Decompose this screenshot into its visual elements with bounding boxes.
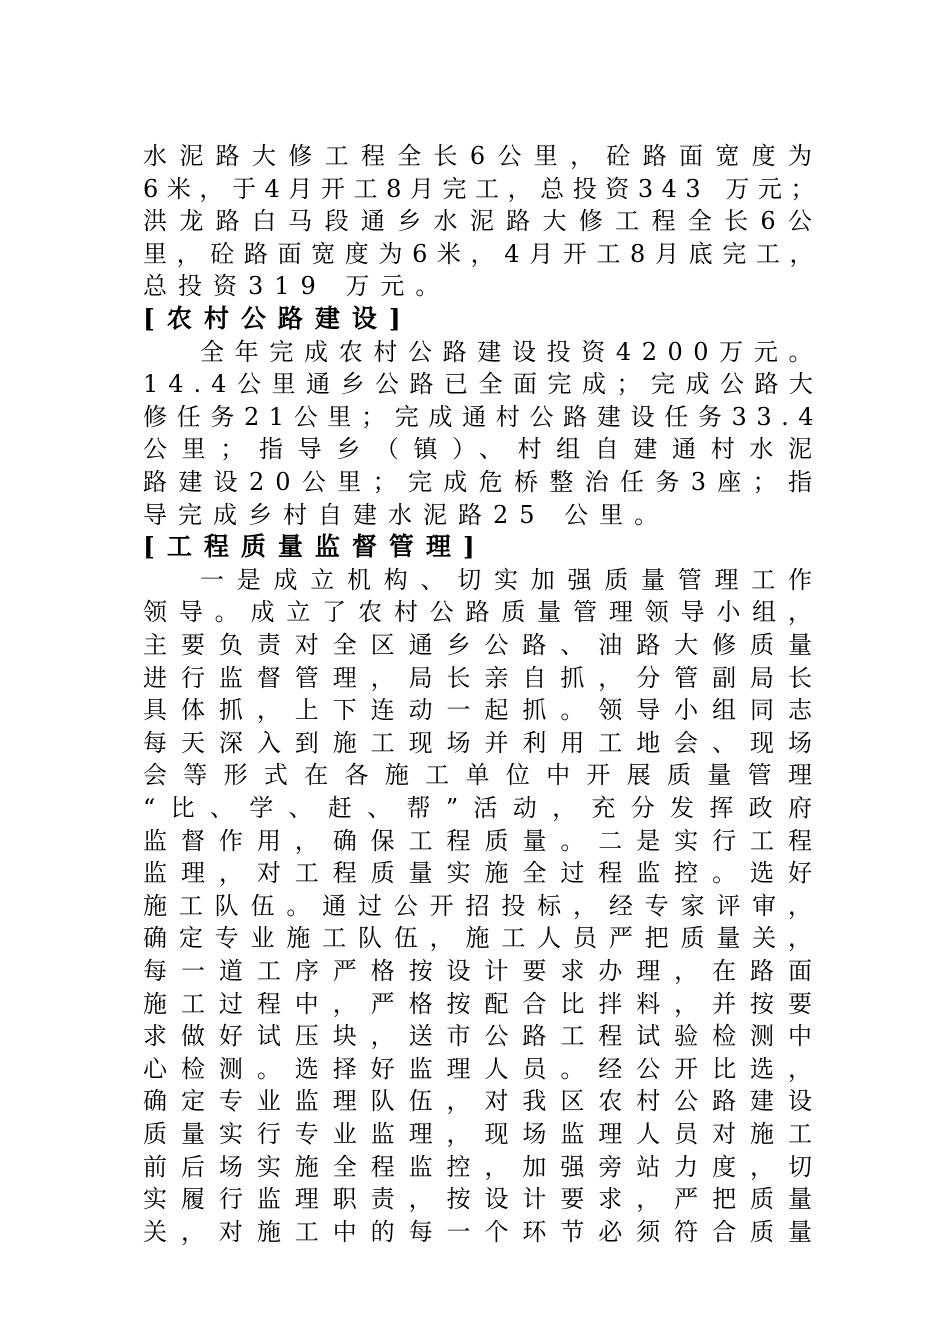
paragraph-line: 施工队伍。通过公开招投标，经专家评审， <box>143 892 823 920</box>
paragraph-line: 实履行监理职责，按设计要求，严把质量 <box>143 1185 823 1213</box>
paragraph-line: 一是成立机构、切实加强质量管理工作 <box>200 566 823 594</box>
paragraph-line: 洪龙路白马段通乡水泥路大修工程全长6公 <box>143 207 823 235</box>
paragraph-line: 监督作用，确保工程质量。二是实行工程 <box>143 827 823 855</box>
paragraph-line: 全年完成农村公路建设投资4200万元。 <box>200 338 823 366</box>
section-heading: [工程质量监督管理] <box>143 532 487 561</box>
paragraph-line: 公里；指导乡（镇）、村组自建通村水泥 <box>143 435 823 463</box>
paragraph-line: 每天深入到施工现场并利用工地会、现场 <box>143 729 823 757</box>
paragraph-line: 心检测。选择好监理人员。经公开比选， <box>143 1055 823 1083</box>
paragraph-line: 关，对施工中的每一个环节必须符合质量 <box>143 1218 823 1246</box>
paragraph-line: 确定专业监理队伍，对我区农村公路建设 <box>143 1087 823 1115</box>
paragraph-line: 施工过程中，严格按配合比拌料，并按要 <box>143 990 823 1018</box>
paragraph-line: 每一道工序严格按设计要求办理，在路面 <box>143 957 823 985</box>
paragraph-line: 里，砼路面宽度为6米，4月开工8月底完工， <box>143 240 823 268</box>
paragraph-line: 会等形式在各施工单位中开展质量管理 <box>143 761 823 789</box>
paragraph-line: 路建设20公里；完成危桥整治任务3座；指 <box>143 468 823 496</box>
paragraph-line: 水泥路大修工程全长6公里，砼路面宽度为 <box>143 142 823 170</box>
paragraph-line: 进行监督管理，局长亲自抓，分管副局长 <box>143 664 823 692</box>
paragraph-line: 总投资319 万元。 <box>143 272 451 300</box>
paragraph-line: 前后场实施全程监控，加强旁站力度，切 <box>143 1153 823 1181</box>
paragraph-line: 14.4公里通乡公路已全面完成；完成公路大 <box>143 370 823 398</box>
paragraph-line: 确定专业施工队伍，施工人员严把质量关， <box>143 924 823 952</box>
paragraph-line: 修任务21公里；完成通村公路建设任务33.4 <box>143 403 823 431</box>
paragraph-line: “比、学、赶、帮”活动，充分发挥政府 <box>143 794 823 822</box>
section-heading: [农村公路建设] <box>143 304 413 333</box>
paragraph-line: 6米，于4月开工8月完工，总投资343 万元； <box>143 175 823 203</box>
paragraph-line: 求做好试压块，送市公路工程试验检测中 <box>143 1022 823 1050</box>
paragraph-line: 导完成乡村自建水泥路25 公里。 <box>143 501 670 529</box>
paragraph-line: 监理，对工程质量实施全过程监控。选好 <box>143 859 823 887</box>
paragraph-line: 主要负责对全区通乡公路、油路大修质量 <box>143 631 823 659</box>
paragraph-line: 具体抓，上下连动一起抓。领导小组同志 <box>143 696 823 724</box>
paragraph-line: 质量实行专业监理，现场监理人员对施工 <box>143 1120 823 1148</box>
paragraph-line: 领导。成立了农村公路质量管理领导小组， <box>143 598 823 626</box>
